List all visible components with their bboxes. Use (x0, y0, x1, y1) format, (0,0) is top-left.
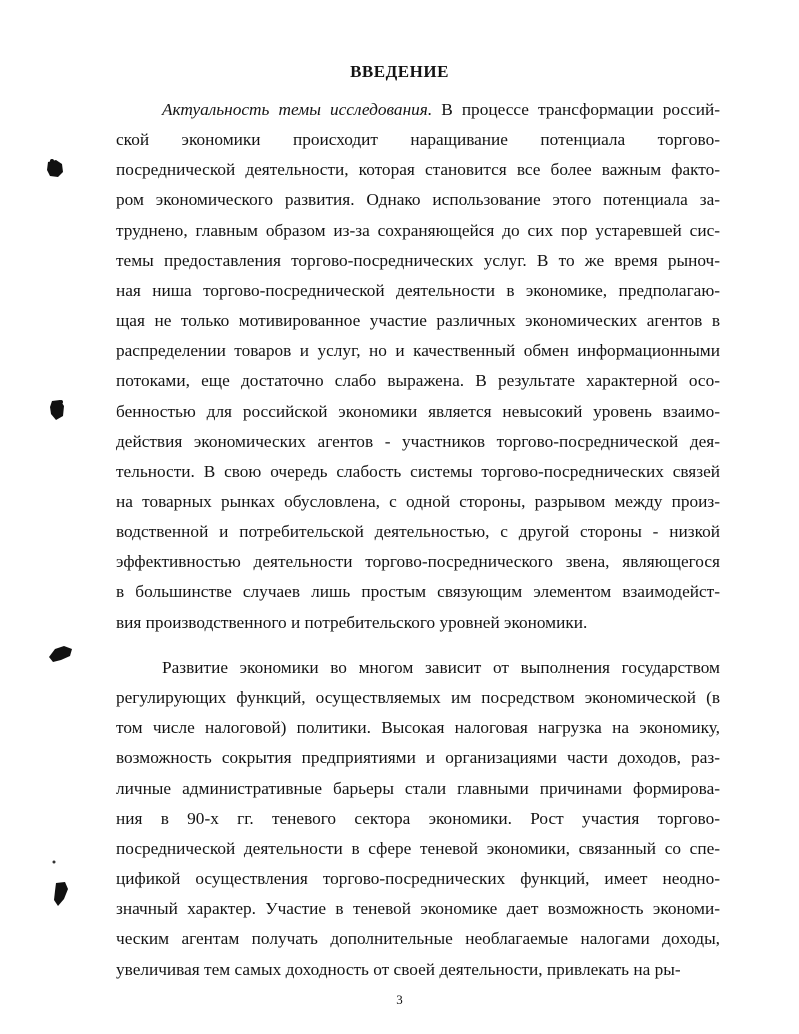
line-text: потоками, еще достаточно слабо выражена. В результате характерной осо- (116, 371, 720, 390)
line-text: возможность сокрытия предприятиями и организациями части доходов, раз- (116, 748, 720, 767)
text-line (116, 371, 720, 391)
text-line (116, 779, 720, 799)
line-text: ния в 90-х гг. теневого сектора экономики. Рост участия торгово- (116, 809, 720, 828)
text-line (116, 582, 720, 602)
text-line (162, 658, 720, 678)
ink-blot-mark (50, 880, 70, 908)
text-line (116, 688, 720, 708)
line-text: труднено, главным образом из-за сохраняющейся до сих пор устаревшей сис- (116, 221, 720, 240)
text-line (162, 100, 720, 120)
line-text: значный характер. Участие в теневой экономике дает возможность экономи- (116, 899, 720, 918)
text-line (116, 432, 720, 452)
text-line (116, 311, 720, 331)
line-text: темы предоставления торгово-посреднических услуг. В то же время рыноч- (116, 251, 720, 270)
line-text: щая не только мотивированное участие различных экономических агентов в (116, 311, 720, 330)
text-line (116, 402, 720, 422)
text-line (116, 613, 720, 633)
text-line (116, 809, 720, 829)
ink-blot-mark (47, 398, 67, 422)
line-text: регулирующих функций, осуществляемых им посредством экономической (в (116, 688, 720, 707)
line-text: В процессе трансформации россий- (432, 100, 720, 119)
line-text: личные административные барьеры стали главными причинами формирова- (116, 779, 720, 798)
line-text: ром экономического развития. Однако использование этого потенциала за- (116, 190, 720, 209)
text-line (116, 899, 720, 919)
text-line (116, 839, 720, 859)
text-line (116, 160, 720, 180)
italic-lead: Актуальность темы исследования. (162, 100, 433, 119)
line-text: тельности. В свою очередь слабость системы торгово-посреднических связей (116, 462, 720, 481)
line-text: в большинстве случаев лишь простым связующим элементом взаимодейст- (116, 582, 720, 601)
ink-speck-mark (52, 860, 56, 864)
text-line (116, 341, 720, 361)
text-line (116, 748, 720, 768)
line-text: увеличивая тем самых доходность от своей деятельности, привлекать на ры- (116, 960, 681, 979)
text-line (116, 221, 720, 241)
text-line (116, 522, 720, 542)
line-text: вия производственного и потребительского уровней экономики. (116, 613, 588, 632)
text-line (116, 190, 720, 210)
line-text: эффективностью деятельности торгово-посреднического звена, являющегося (116, 552, 720, 571)
text-line (116, 130, 720, 150)
line-text: действия экономических агентов - участников торгово-посреднической дея- (116, 432, 720, 451)
text-line (116, 281, 720, 301)
text-line (116, 960, 720, 980)
text-line (116, 718, 720, 738)
line-text: ческим агентам получать дополнительные необлагаемые налогами доходы, (116, 929, 720, 948)
line-text: Развитие экономики во многом зависит от выполнения государством (162, 658, 720, 677)
line-text: том числе налоговой) политики. Высокая налоговая нагрузка на экономику, (116, 718, 720, 737)
text-line (116, 462, 720, 482)
text-line (116, 929, 720, 949)
text-line (116, 492, 720, 512)
page-number: 3 (396, 992, 403, 1007)
line-text: посреднической деятельности, которая становится все более важным факто- (116, 160, 720, 179)
line-text: водственной и потребительской деятельностью, с другой стороны - низкой (116, 522, 720, 541)
line-text: ской экономики происходит наращивание потенциала торгово- (116, 130, 720, 149)
text-line (116, 552, 720, 572)
line-text: ная ниша торгово-посреднической деятельности в экономике, предполагаю- (116, 281, 720, 300)
line-text: распределении товаров и услуг, но и качественный обмен информационными (116, 341, 720, 360)
text-line (116, 869, 720, 889)
ink-blot-mark (47, 643, 75, 665)
ink-blot-mark (44, 158, 66, 180)
text-line (116, 251, 720, 271)
page-title: ВВЕДЕНИЕ (350, 62, 449, 81)
line-text: на товарных рынках обусловлена, с одной стороны, разрывом между произ- (116, 492, 720, 511)
line-text: цификой осуществления торгово-посреднических функций, имеет неодно- (116, 869, 720, 888)
line-text: посреднической деятельности в сфере теневой экономики, связанный со спе- (116, 839, 720, 858)
line-text: бенностью для российской экономики является невысокий уровень взаимо- (116, 402, 720, 421)
